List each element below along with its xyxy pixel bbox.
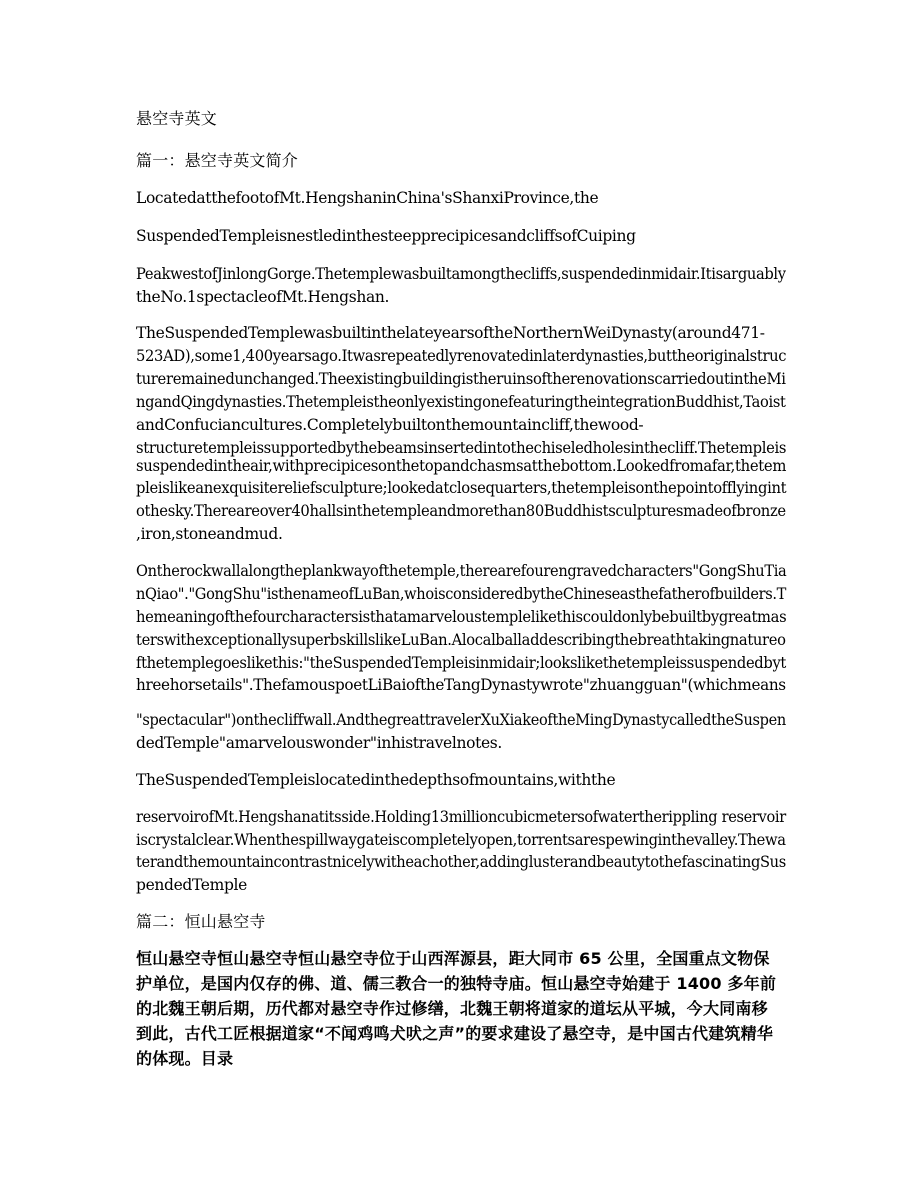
document-title: 悬空寺英文: [136, 109, 218, 128]
s1-p6-line-2: iscrystalclear.Whenthespillwaygateiscompletelyopen,torrentsarespewinginthevalley.Thewa: [136, 831, 786, 849]
s1-p3-line-2: nQiao"."GongShu"isthenameofLuBan,whoisconsideredbytheChineseasthefatherofbuilders.T: [136, 585, 787, 603]
section-1-heading: 篇一：悬空寺英文简介: [136, 151, 299, 170]
s2-p1-line-4: 到此，古代工匠根据道家“不闻鸡鸣犬吠之声”的要求建设了悬空寺，是中国古代建筑精华: [136, 1024, 774, 1043]
s1-p3-line-1: Ontherockwallalongtheplankwayofthetemple,therearefourengravedcharacters"GongShuTia: [136, 562, 787, 580]
s1-p4-line-2: dedTemple"amarvelouswonder"inhistravelnotes.: [136, 734, 502, 752]
s1-p6-line-1: reservoirofMt.Hengshanatitsside.Holding13millioncubicmetersofwatertherippling reservoir: [136, 808, 786, 826]
s1-p1-line-2: SuspendedTempleisnestledinthesteepprecipicesandcliffsofCuiping: [136, 227, 636, 245]
s2-p1-line-1: 恒山悬空寺恒山悬空寺恒山悬空寺位于山西浑源县，距大同市 65 公里，全国重点文物保: [136, 949, 770, 968]
section-2-heading: 篇二：恒山悬空寺: [136, 912, 266, 931]
s1-p6-line-3: terandthemountaincontrastnicelywitheachother,addinglusterandbeautytothefascinatingSus: [136, 853, 786, 871]
s2-p1-line-5: 的体现。目录: [136, 1049, 234, 1068]
s1-p3-line-4: terswithexceptionallysuperbskillslikeLuBan.Alocalballaddescribingthebreathtakingnatureo: [136, 631, 786, 649]
s1-p1-line-4: theNo.1spectacleofMt.Hengshan.: [136, 288, 390, 306]
s1-p3-line-5: fthetemplegoeslikethis:"theSuspendedTempleisinmidair;lookslikethetempleissuspendedbyt: [136, 654, 786, 672]
s1-p3-line-6: hreehorsetails".ThefamouspoetLiBaioftheTangDynastywrote"zhuangguan"(whichmeans: [136, 676, 786, 694]
s1-p1-line-3: PeakwestofJinlongGorge.Thetemplewasbuiltamongthecliffs,suspendedinmidair.Itisarguably: [136, 265, 786, 283]
s2-p1-line-3: 的北魏王朝后期，历代都对悬空寺作过修缮，北魏王朝将道家的道坛从平城，今大同南移: [136, 999, 768, 1018]
s1-p2-line-4: ngandQingdynasties.ThetempleistheonlyexistingonefeaturingtheintegrationBuddhist,Taoist: [136, 393, 786, 411]
s1-p2-line-8: pleislikeanexquisitereliefsculpture;lookedatclosequarters,thetempleisonthepointofflyingint: [136, 479, 787, 497]
s1-p6-line-4: pendedTemple: [136, 876, 247, 894]
s1-p1-line-1: LocatedatthefootofMt.HengshaninChina'sShanxiProvince,the: [136, 189, 599, 207]
s1-p2-line-5: andConfuciancultures.Completelybuiltonthemountaincliff,thewood-: [136, 416, 644, 434]
s1-p3-line-3: hemeaningofthefourcharactersisthatamarveloustemplelikethiscouldonlybebuiltbygreatmas: [136, 608, 787, 626]
s1-p2-line-1: TheSuspendedTemplewasbuiltinthelateyearsoftheNorthernWeiDynasty(around471-: [136, 324, 765, 342]
s1-p2-line-3: tureremainedunchanged.TheexistingbuildingistheruinsoftherenovationscarriedoutintheMi: [136, 370, 786, 388]
s1-p4-line-1: "spectacular")onthecliffwall.AndthegreattravelerXuXiakeoftheMingDynastycalledtheSuspen: [136, 711, 786, 729]
s1-p5-line-1: TheSuspendedTempleislocatedinthedepthsofmountains,withthe: [136, 771, 616, 789]
s1-p2-line-9: othesky.Thereareover40hallsinthetempleandmorethan80Buddhistsculpturesmadeofbronze: [136, 502, 786, 520]
s1-p2-line-2: 523AD),some1,400yearsago.Itwasrepeatedlyrenovatedinlaterdynasties,buttheoriginalstruc: [136, 347, 787, 365]
s2-p1-line-2: 护单位，是国内仅存的佛、道、儒三教合一的独特寺庙。恒山悬空寺始建于 1400 多年前: [136, 974, 777, 993]
s1-p2-line-7: suspendedintheair,withprecipicesonthetopandchasmsatthebottom.Lookedfromafar,thetem: [136, 457, 787, 475]
s1-p2-line-10: ,iron,stoneandmud.: [136, 525, 283, 543]
s1-p2-line-6: structuretempleissupportedbythebeamsinsertedintothechiseledholesinthecliff.Thetempleis: [136, 439, 787, 457]
